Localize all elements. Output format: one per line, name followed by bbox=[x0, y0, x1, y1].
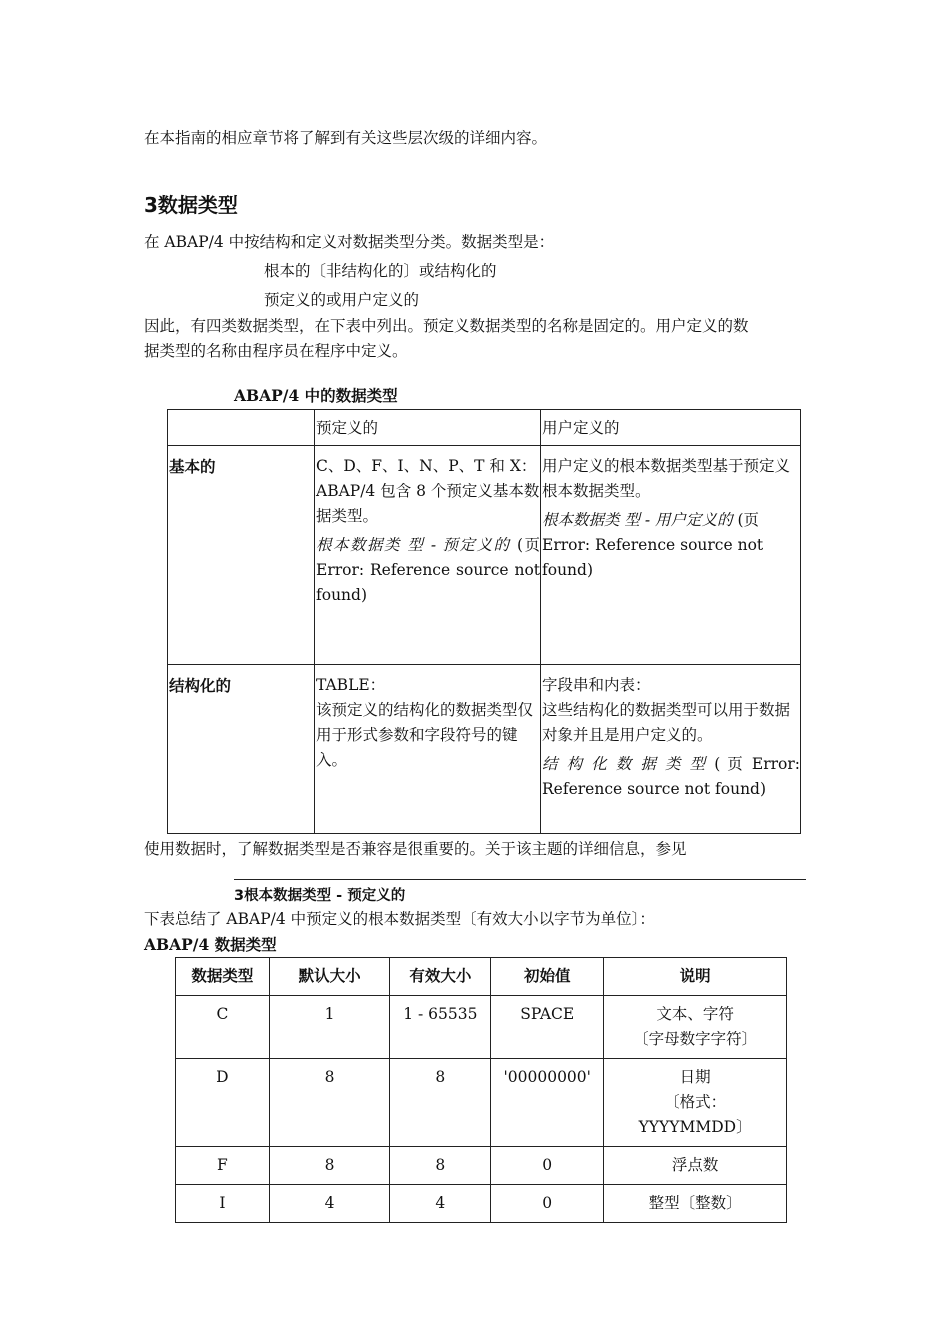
cell-text: 该预定义的结构化的数据类型仅用于形式参数和字段符号的键入。 bbox=[316, 701, 534, 769]
table1-col-userdefined: 用户定义的 bbox=[541, 410, 801, 446]
table-cell: I bbox=[176, 1185, 270, 1223]
table1-empty-corner bbox=[168, 410, 315, 446]
table-cell: 4 bbox=[390, 1185, 491, 1223]
table-cell: 0 bbox=[491, 1147, 604, 1185]
bullet-item: 根本的〔非结构化的〕或结构化的 bbox=[264, 262, 497, 280]
cell-text: 字段串和内表： bbox=[542, 676, 651, 694]
table2-header-initial-value: 初始值 bbox=[491, 958, 604, 996]
table2-header-valid-size: 有效大小 bbox=[390, 958, 491, 996]
table1-cell-structured-predefined bbox=[315, 665, 541, 834]
horizontal-rule bbox=[234, 879, 806, 880]
cross-reference: 根本数据类 型 - 用户定义的 (页 Error: Reference source not found) bbox=[542, 511, 764, 579]
table1-col-predefined: 预定义的 bbox=[315, 410, 541, 446]
bullet-item: 预定义的或用户定义的 bbox=[264, 291, 420, 309]
data-type-category-table bbox=[167, 409, 801, 834]
table2-header-type: 数据类型 bbox=[176, 958, 270, 996]
table-cell: 8 bbox=[269, 1059, 390, 1147]
table2-header-default-size: 默认大小 bbox=[269, 958, 390, 996]
table-cell: 8 bbox=[390, 1059, 491, 1147]
table-cell: 浮点数 bbox=[604, 1147, 787, 1185]
cell-line: YYYYMMDD〕 bbox=[638, 1118, 752, 1136]
table-cell: C bbox=[176, 996, 270, 1059]
paragraph-summary: 下表总结了 ABAP/4 中预定义的根本数据类型〔有效大小以字节为单位〕： bbox=[144, 910, 655, 928]
cell-line: 文本、字符 bbox=[656, 1005, 734, 1023]
paragraph-line: 因此，有四类数据类型，在下表中列出。预定义数据类型的名称是固定的。用户定义的数 bbox=[144, 317, 749, 335]
table-cell: F bbox=[176, 1147, 270, 1185]
paragraph-intro: 在 ABAP/4 中按结构和定义对数据类型分类。数据类型是： bbox=[144, 233, 555, 251]
intro-line: 在本指南的相应章节将了解到有关这些层次级的详细内容。 bbox=[144, 129, 548, 147]
table-row bbox=[176, 996, 787, 1059]
table-cell: '00000000' bbox=[491, 1059, 604, 1147]
cell-text: ABAP/4 包含 8 个预定义基本数据类型。 bbox=[316, 482, 540, 525]
cross-reference: 根本数据类 型 - 预定义的 (页 Error: Reference source not found) bbox=[316, 536, 540, 604]
table-row bbox=[176, 1185, 787, 1223]
subsection-heading: 3根本数据类型 - 预定义的 bbox=[234, 888, 406, 904]
table1-cell-basic-userdefined bbox=[541, 446, 801, 665]
cross-reference: 结 构 化 数 据 类 型 ( 页 Error: Reference source not found) bbox=[542, 755, 800, 798]
table-cell: 8 bbox=[269, 1147, 390, 1185]
table-cell: SPACE bbox=[491, 996, 604, 1059]
paragraph-line: 据类型的名称由程序员在程序中定义。 bbox=[144, 342, 408, 360]
table-cell: 8 bbox=[390, 1147, 491, 1185]
table1-caption: ABAP/4 中的数据类型 bbox=[234, 386, 398, 405]
section-heading: 3数据类型 bbox=[144, 193, 238, 217]
paragraph-compat: 使用数据时，了解数据类型是否兼容是很重要的。关于该主题的详细信息，参见 bbox=[144, 840, 687, 858]
table1-cell-structured-userdefined bbox=[541, 665, 801, 834]
cell-line: 日期 bbox=[679, 1068, 711, 1086]
table-cell: D bbox=[176, 1059, 270, 1147]
table-cell: 1 bbox=[269, 996, 390, 1059]
table-cell: 1 - 65535 bbox=[390, 996, 491, 1059]
cell-text: 用户定义的根本数据类型基于预定义根本数据类型。 bbox=[542, 457, 791, 500]
table-cell: 4 bbox=[269, 1185, 390, 1223]
abap-data-types-table bbox=[175, 957, 787, 1223]
table-cell bbox=[604, 1059, 787, 1147]
table-cell: 0 bbox=[491, 1185, 604, 1223]
table2-header-description: 说明 bbox=[604, 958, 787, 996]
cell-text: TABLE： bbox=[316, 676, 386, 694]
table-row bbox=[176, 1147, 787, 1185]
cell-text: C、D、F、I、N、P、T 和 X： bbox=[316, 457, 537, 475]
cell-line: 〔字母数字字符〕 bbox=[633, 1030, 758, 1048]
table1-cell-basic-predefined bbox=[315, 446, 541, 665]
table1-row-label-structured: 结构化的 bbox=[168, 665, 315, 834]
table1-row-label-basic: 基本的 bbox=[168, 446, 315, 665]
cell-line: 〔格式： bbox=[664, 1093, 727, 1111]
table-cell bbox=[604, 996, 787, 1059]
cell-text: 这些结构化的数据类型可以用于数据对象并且是用户定义的。 bbox=[542, 701, 791, 744]
table-row bbox=[176, 1059, 787, 1147]
table-cell: 整型〔整数〕 bbox=[604, 1185, 787, 1223]
table2-caption: ABAP/4 数据类型 bbox=[144, 935, 277, 954]
